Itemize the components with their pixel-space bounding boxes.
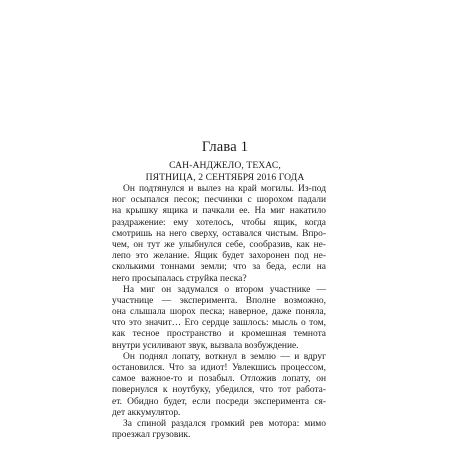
text-line: Он подтянулся и вылез на край могилы. Из-под: [123, 184, 326, 194]
chapter-subheading: [0, 160, 450, 184]
text-line: она слышала шорох песка; наверное, даже поняла,: [112, 307, 326, 318]
paragraph: [112, 184, 326, 285]
text-line: дет аккумулятор.: [112, 407, 181, 418]
text-line: участнице — эксперимента. Вполне возможно,: [112, 295, 326, 306]
chapter-place: САН-АНДЖЕЛО, ТЕХАС,: [169, 160, 281, 171]
text-line: На миг он задумался о втором участнике —: [123, 284, 326, 295]
chapter-date: ПЯТНИЦА, 2 СЕНТЯБРЯ 2016 ГОДА: [145, 172, 305, 183]
paragraph: [112, 419, 326, 441]
text-line: повернулся к ноутбуку, убедился, что тот работа-: [112, 385, 326, 396]
paragraph: [112, 285, 326, 352]
text-line: ет. Обидно будет, если посреди эксперимента ся-: [112, 396, 326, 407]
text-line: что это значит… Его сердце зашлось: мысль о том,: [112, 318, 326, 329]
text-line: него просыпалась струйка песка?: [112, 273, 247, 284]
text-line: внутри усиливают звук, вызвала возбуждение.: [112, 340, 299, 351]
text-line: сколькими тоннами земли; что за беда, если на: [112, 262, 326, 273]
text-line: проезжал грузовик.: [112, 430, 191, 441]
text-line: чем, он тут же улыбнулся себе, сообразив, как не-: [112, 239, 326, 250]
paragraph: [112, 352, 326, 419]
chapter-title: Глава 1: [201, 139, 249, 155]
text-line: раздражение: ему хотелось, чтобы ящик, когда: [112, 217, 326, 228]
text-line: самое важное-то и позабыл. Отложив лопату, он: [112, 374, 326, 385]
text-line: ног осыпался песок; песчинки с шорохом падали: [112, 195, 326, 206]
text-line: смотришь на него сверху, оставался чистым. Впро-: [112, 228, 326, 239]
text-line: Он поднял лопату, воткнул в землю — и вдруг: [123, 351, 326, 362]
text-line: За спиной раздался громкий рев мотора: мимо: [123, 418, 326, 429]
text-line: лепо это желание. Ящик будет захоронен под не-: [112, 251, 326, 262]
text-line: на крышку ящика и пачкали ее. На миг накатило: [112, 206, 326, 217]
text-line: остановился. Что за идиот! Увлекшись процессом,: [112, 363, 326, 373]
chapter-body: [112, 184, 326, 441]
text-line: как тесное пространство и кромешная темнота: [112, 329, 326, 340]
